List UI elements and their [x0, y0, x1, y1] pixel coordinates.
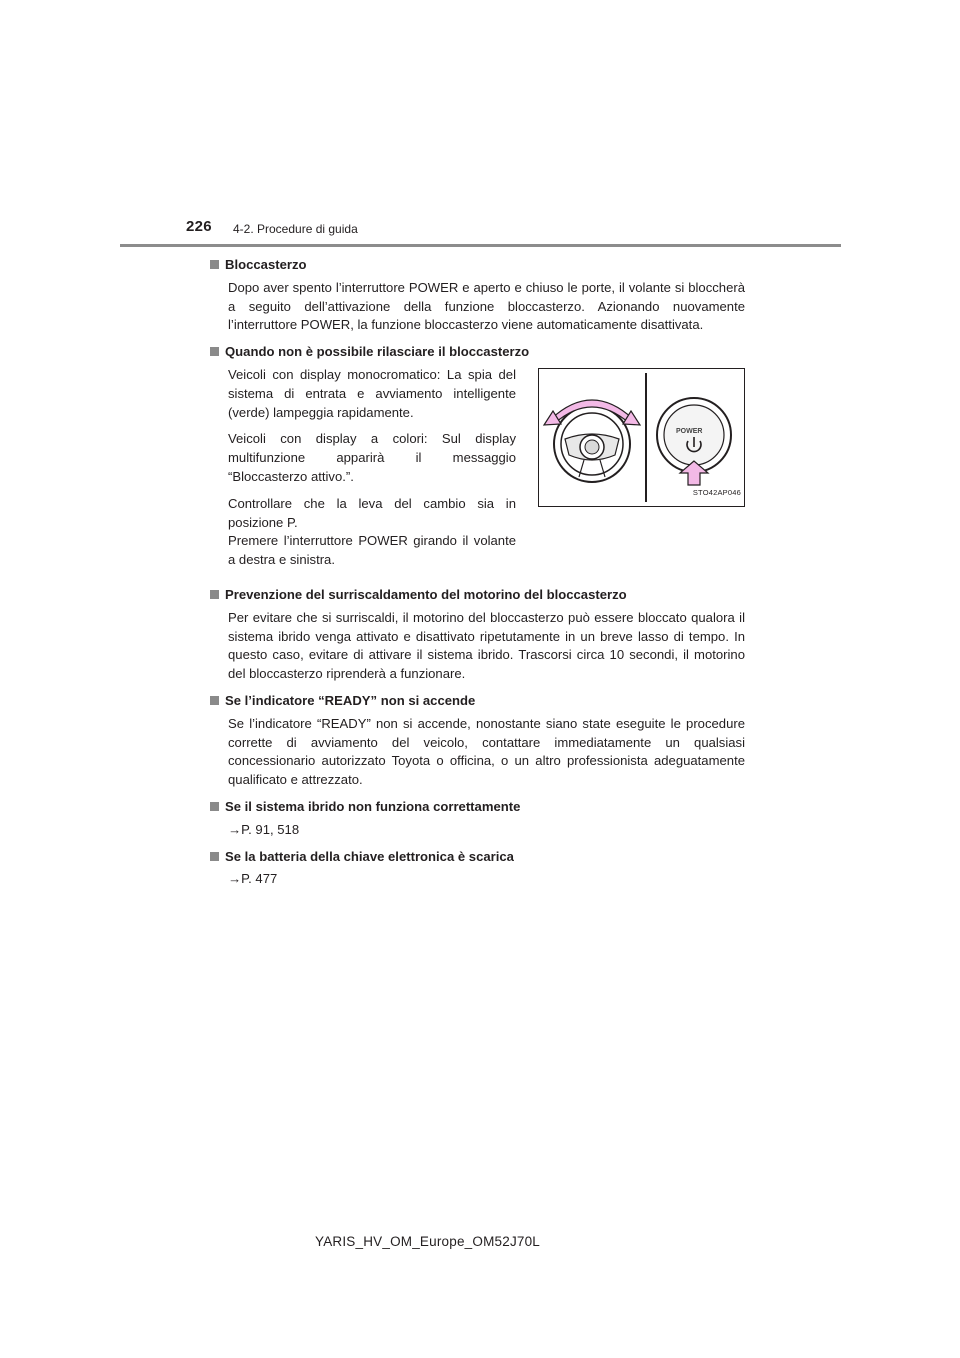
section-bloccasterzo: [210, 256, 745, 335]
section-hybrid-fault: [210, 798, 745, 840]
power-label: POWER: [676, 427, 703, 435]
page-content: [210, 256, 745, 897]
section-key-battery: [210, 848, 745, 890]
paragraph-monochrome: Veicoli con display monocromatico: La spia del sistema di entrata e avviamento intelligente (verde) lampeggia rapidamente.: [228, 366, 516, 420]
steering-lock-illustration: [538, 368, 745, 507]
heading-release-lock: Quando non è possibile rilasciare il bloccasterzo: [210, 343, 745, 362]
section-release-lock: [210, 343, 745, 578]
body-overheat: Per evitare che si surriscaldi, il motorino del bloccasterzo può essere bloccato qualora il sistema ibrido venga attivato e disattivato ripetutamente in un breve lasso di tempo. In questo caso, evitare di attivare il sistema ibrido. Trascorsi circa 10 secondi, il motorino del bloccasterzo riprenderà a funzionare.: [228, 609, 745, 682]
heading-bloccasterzo: Bloccasterzo: [210, 256, 745, 275]
ref-hybrid-fault[interactable]: →P. 91, 518: [228, 821, 300, 837]
ref-key-battery[interactable]: →P. 477: [228, 871, 278, 887]
steering-wheel-icon: [554, 406, 630, 482]
paragraph-shift-lever: Controllare che la leva del cambio sia in posizione P.: [228, 495, 516, 530]
paragraph-press-power: Premere l’interruttore POWER girando il volante a destra e sinistra.: [228, 533, 516, 568]
figure-row: [210, 366, 745, 578]
footer-doc-code: YARIS_HV_OM_Europe_OM52J70L: [315, 1234, 541, 1249]
heading-ready: Se l’indicatore “READY” non si accende: [210, 692, 745, 711]
header-rule: [120, 244, 841, 247]
section-ready: [210, 692, 745, 790]
page-number: 226: [186, 218, 212, 235]
heading-overheat: Prevenzione del surriscaldamento del motorino del bloccasterzo: [210, 586, 745, 605]
paragraph-color-display: Veicoli con display a colori: Sul display multifunzione apparirà il messaggio “Bloccasterzo attivo.”.: [228, 431, 516, 484]
figure-code: STO42AP046: [692, 488, 741, 498]
heading-key-battery: Se la batteria della chiave elettronica è scarica: [210, 848, 745, 867]
section-title: 4-2. Procedure di guida: [233, 222, 358, 236]
heading-hybrid-fault: Se il sistema ibrido non funziona correttamente: [210, 798, 745, 817]
body-bloccasterzo: Dopo aver spento l’interruttore POWER e aperto e chiuso le porte, il volante si bloccherà a seguito dell’attivazione della funzione bloccasterzo. Azionando nuovamente l’interruttore POWER, la funzione bloccasterzo viene automaticamente disattivata.: [228, 279, 745, 333]
section-overheat: [210, 586, 745, 684]
body-ready: Se l’indicatore “READY” non si accende, nonostante siano state eseguite le procedure corrette di avviamento del veicolo, contattare immediatamente un qualsiasi concessionario autorizzato Toyota o officina, o un altro professionista adeguatamente qualificato e attrezzato.: [228, 715, 745, 788]
figure-text: [228, 366, 516, 578]
